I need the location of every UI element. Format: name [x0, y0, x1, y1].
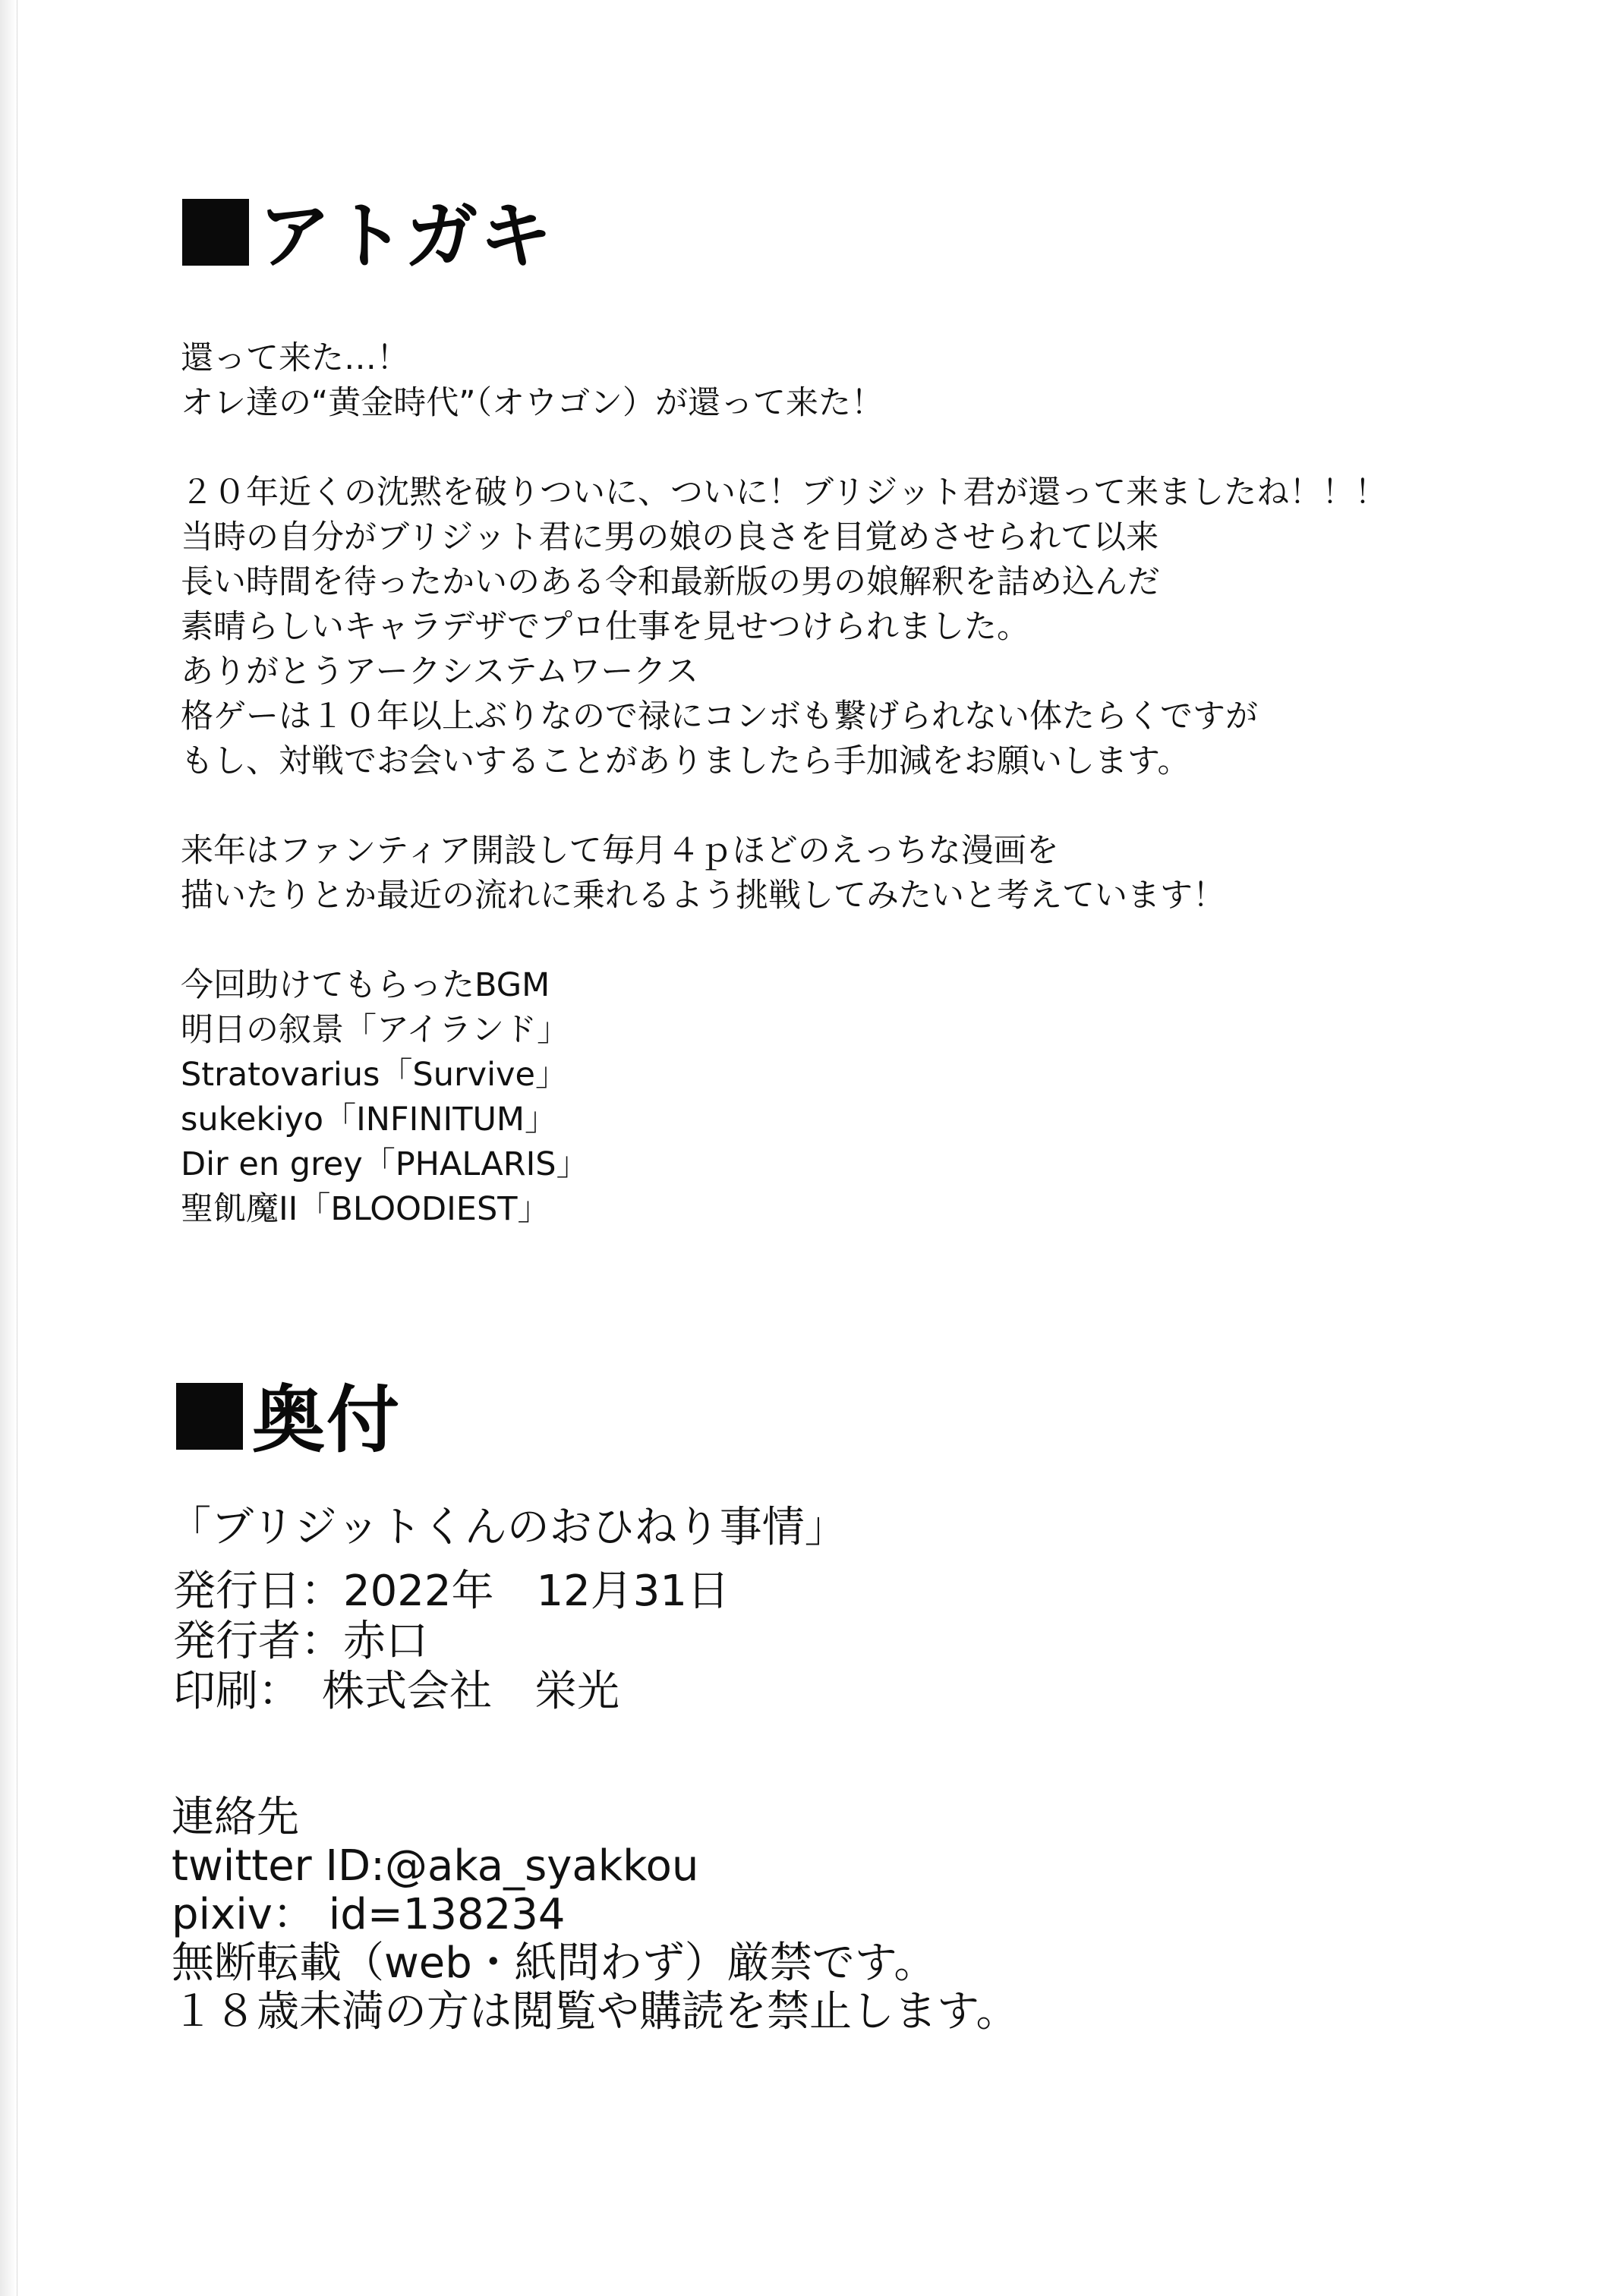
heading-square-mark [182, 199, 249, 266]
afterword-line: 格ゲーは１０年以上ぶりなので禄にコンボも繋げられない体たらくですが [181, 698, 1258, 735]
colophon-heading [176, 1378, 401, 1463]
bgm-list-line: Stratovarius「Survive」 [181, 1056, 568, 1094]
binding-edge [0, 0, 17, 2296]
bgm-list-line: sukekiyo「INFINITUM」 [181, 1101, 558, 1139]
contact-heading: 連絡先 [172, 1793, 299, 1842]
afterword-line: 描いたりとか最近の流れに乗れるよう挑戦してみたいと考えています！ [181, 877, 1225, 915]
afterword-line [181, 784, 1562, 829]
publication-info [173, 1567, 730, 1717]
publication-date: 発行日：2022年 12月31日 [173, 1567, 730, 1616]
twitter-id: twitter ID:@aka_syakkou [172, 1841, 699, 1891]
bgm-list-line: 今回助けてもらったBGM [181, 966, 550, 1004]
bgm-list-line: 明日の叙景「アイランド」 [181, 1011, 570, 1049]
afterword-line: 当時の自分がブリジット君に男の娘の良さを目覚めさせられて以来 [181, 518, 1159, 556]
printer: 印刷： 株式会社 栄光 [173, 1667, 619, 1716]
bgm-list-line: 聖飢魔II「BLOODIEST」 [181, 1190, 550, 1228]
afterword-heading-text: アトガキ [258, 194, 554, 279]
afterword-body [181, 336, 1562, 1232]
book-title: 「ブリジットくんのおひねり事情」 [169, 1503, 847, 1552]
afterword-line: オレ達の“黄金時代”（オウゴン）が還って来た！ [181, 384, 884, 422]
afterword-line: 還って来た…！ [181, 339, 409, 377]
heading-square-mark [176, 1383, 243, 1450]
afterword-heading [182, 194, 554, 279]
afterword-line: 来年はファンティア開設して毎月４ｐほどのえっちな漫画を [181, 832, 1059, 870]
afterword-line: ２０年近くの沈黙を破りついに、ついに！ブリジット君が還って来ましたね！！！ [181, 474, 1388, 512]
publisher: 発行者：赤口 [173, 1617, 428, 1666]
colophon-heading-text: 奥付 [252, 1378, 401, 1463]
age-restriction-notice: １８歳未満の方は閲覧や購読を禁止します。 [172, 1987, 1019, 2036]
afterword-line: もし、対戦でお会いすることがありましたら手加減をお願いします。 [181, 742, 1190, 780]
afterword-line: ありがとうアークシステムワークス [181, 653, 698, 691]
afterword-line [181, 918, 1562, 963]
afterword-line: 素晴らしいキャラデザでプロ仕事を見せつけられました。 [181, 608, 1029, 646]
pixiv-id: pixiv： id=138234 [172, 1890, 566, 1939]
afterword-line [181, 426, 1562, 471]
bgm-list-line: Dir en grey「PHALARIS」 [181, 1145, 589, 1183]
afterword-line: 長い時間を待ったかいのある令和最新版の男の娘解釈を詰め込んだ [181, 563, 1160, 601]
contact-block [172, 1794, 1019, 2036]
reprint-notice: 無断転載（web・紙問わず）厳禁です。 [172, 1939, 937, 1988]
